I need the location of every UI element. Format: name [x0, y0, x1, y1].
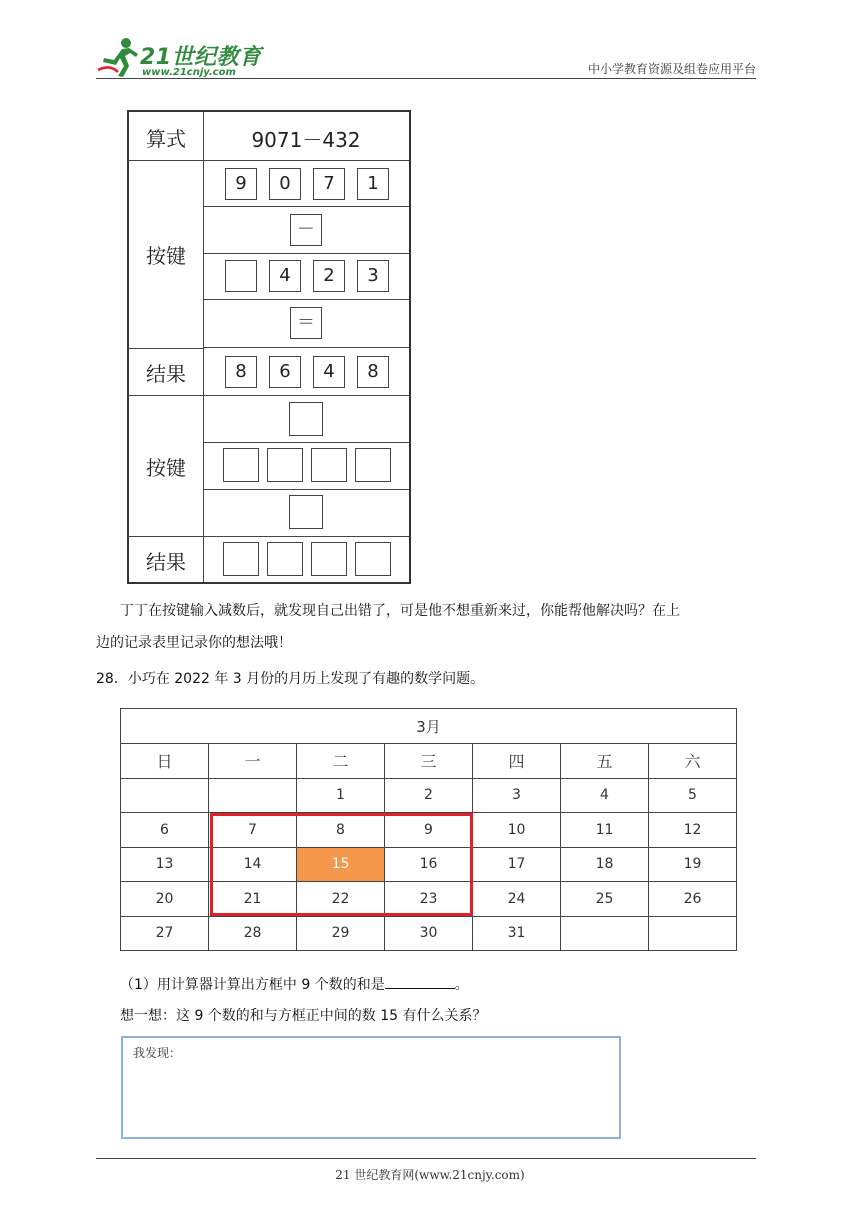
- first-keys-row: [203, 160, 409, 207]
- nine-number-frame: [210, 813, 473, 916]
- day-cell: 31: [473, 916, 561, 951]
- day-cell: 14: [209, 847, 297, 882]
- key-cap: 3: [357, 260, 389, 292]
- weekday-cell: 二: [297, 744, 385, 779]
- day-cell: 2: [385, 778, 473, 813]
- footer-divider: [96, 1158, 756, 1159]
- empty-result-box: [223, 542, 259, 576]
- day-cell: 23: [385, 882, 473, 917]
- formula-row: [129, 112, 409, 161]
- day-cell: 16: [385, 847, 473, 882]
- day-cell: 30: [385, 916, 473, 951]
- question-28-title: 28．小巧在 2022 年 3 月份的月历上发现了有趣的数学问题。: [96, 671, 485, 687]
- key-cap: 2: [313, 260, 345, 292]
- result-cap: 6: [269, 356, 301, 388]
- empty-result-box: [311, 542, 347, 576]
- empty-key-box: [289, 495, 323, 529]
- empty-result-box: [355, 542, 391, 576]
- day-cell: 22: [297, 882, 385, 917]
- question-27-text-line-1: 丁丁在按键输入减数后，就发现自己出错了，可是他不想重新来过，你能帮他解决吗？在上: [120, 603, 680, 619]
- answer-blank[interactable]: [385, 972, 455, 989]
- day-cell: 25: [561, 882, 649, 917]
- empty-key-box: [223, 448, 259, 482]
- day-cell: 20: [121, 882, 209, 917]
- result-cap: 8: [357, 356, 389, 388]
- day-cell: 28: [209, 916, 297, 951]
- key-record-table: [127, 110, 411, 584]
- day-cell: 13: [121, 847, 209, 882]
- key-cap: 1: [357, 168, 389, 200]
- calendar-week-row: [121, 778, 737, 813]
- runner-logo-icon: [96, 36, 140, 80]
- empty-result-row: [129, 537, 409, 582]
- keys-label-2: 按键: [146, 456, 186, 480]
- empty-key-box: [267, 448, 303, 482]
- weekday-cell: 日: [121, 744, 209, 779]
- day-cell: 4: [561, 778, 649, 813]
- result-cap: 4: [313, 356, 345, 388]
- highlighted-day-cell: 15: [297, 847, 385, 882]
- key-cap: 4: [269, 260, 301, 292]
- day-cell: 29: [297, 916, 385, 951]
- discovery-label: 我发现：: [133, 1046, 182, 1060]
- day-cell: 7: [209, 813, 297, 848]
- weekday-cell: 一: [209, 744, 297, 779]
- day-cell: 17: [473, 847, 561, 882]
- day-cell: [209, 778, 297, 813]
- day-cell: 27: [121, 916, 209, 951]
- key-cap: 7: [313, 168, 345, 200]
- question-27-text-line-2: 边的记录表里记录你的想法哦！: [96, 635, 292, 651]
- sub-question-1: [120, 970, 469, 1000]
- weekday-cell: 六: [649, 744, 737, 779]
- result-label-2: 结果: [146, 550, 186, 574]
- day-cell: 19: [649, 847, 737, 882]
- day-cell: 3: [473, 778, 561, 813]
- result-cap: 8: [225, 356, 257, 388]
- empty-result-box: [267, 542, 303, 576]
- day-cell: 6: [121, 813, 209, 848]
- day-cell: [561, 916, 649, 951]
- weekday-cell: 四: [473, 744, 561, 779]
- day-cell: 1: [297, 778, 385, 813]
- day-cell: 5: [649, 778, 737, 813]
- empty-key-box: [355, 448, 391, 482]
- formula-label: 算式: [146, 127, 186, 151]
- keys-label-1: 按键: [146, 244, 186, 268]
- day-cell: [649, 916, 737, 951]
- key-cap: 0: [269, 168, 301, 200]
- day-cell: [121, 778, 209, 813]
- think-prompt: 想一想：这 9 个数的和与方框正中间的数 15 有什么关系？: [120, 1008, 487, 1024]
- day-cell: 24: [473, 882, 561, 917]
- day-cell: 10: [473, 813, 561, 848]
- equals-row: [203, 299, 409, 348]
- sub-question-1-end: 。: [454, 977, 469, 993]
- logo-url-text: www.21cnjy.com: [142, 67, 236, 78]
- formula-text: 9071－432: [251, 128, 361, 152]
- day-cell: 8: [297, 813, 385, 848]
- day-cell: 21: [209, 882, 297, 917]
- footer-text: 21 世纪教育网(www.21cnjy.com): [335, 1168, 525, 1182]
- key-cap: 9: [225, 168, 257, 200]
- second-keys-row: [203, 253, 409, 300]
- header-divider: [96, 78, 756, 79]
- result-row: [129, 348, 409, 396]
- day-cell: 26: [649, 882, 737, 917]
- weekday-cell: 三: [385, 744, 473, 779]
- empty-key-box: [311, 448, 347, 482]
- day-cell: 9: [385, 813, 473, 848]
- empty-keys-row: [203, 442, 409, 490]
- operator-row: [203, 206, 409, 254]
- logo-brand-text: 21世纪教育: [140, 45, 262, 70]
- equals-key-cap: ＝: [290, 307, 322, 339]
- minus-key-cap: －: [290, 214, 322, 246]
- site-tagline: 中小学教育资源及组卷应用平台: [587, 62, 756, 76]
- day-cell: 12: [649, 813, 737, 848]
- weekday-header-row: [121, 744, 737, 779]
- calendar-week-row: [121, 916, 737, 951]
- empty-operator-row-2: [203, 489, 409, 537]
- result-label-1: 结果: [146, 362, 186, 386]
- site-logo: [96, 36, 266, 80]
- weekday-cell: 五: [561, 744, 649, 779]
- empty-key-box: [289, 402, 323, 436]
- day-cell: 18: [561, 847, 649, 882]
- calendar-month-title: 3月: [121, 709, 737, 744]
- key-cap: [225, 260, 257, 292]
- sub-question-1-text: （1）用计算器计算出方框中 9 个数的和是: [120, 977, 385, 993]
- day-cell: 11: [561, 813, 649, 848]
- empty-operator-row-1: [203, 396, 409, 443]
- discovery-answer-box[interactable]: [121, 1036, 621, 1139]
